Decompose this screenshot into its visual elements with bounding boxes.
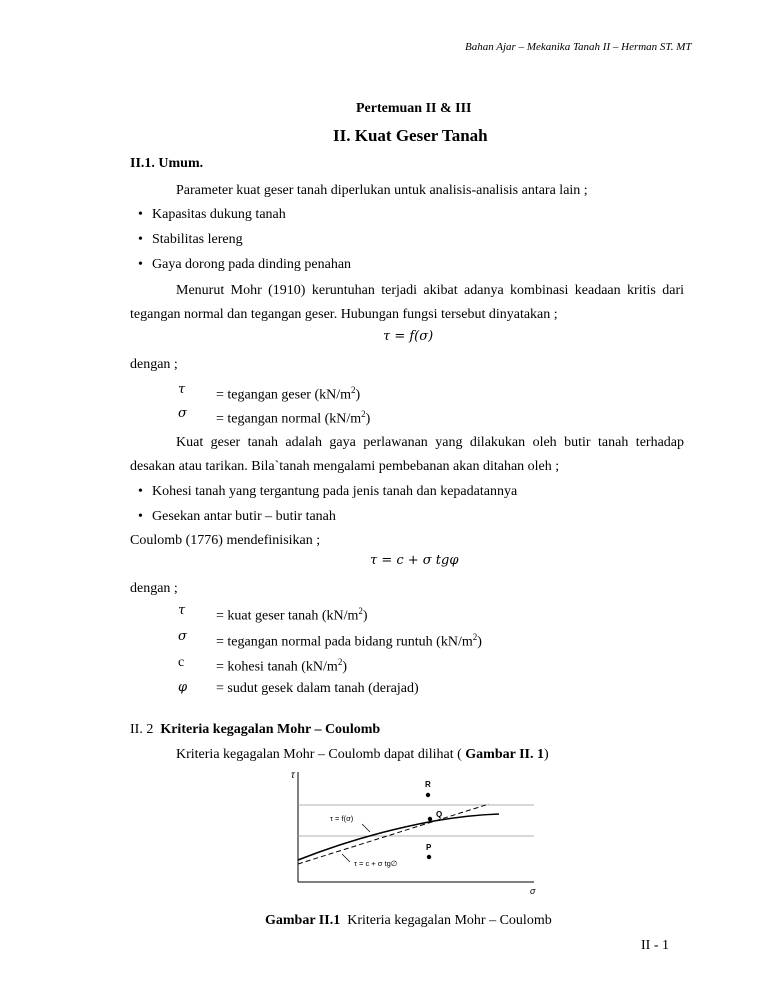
chapter-title: II. Kuat Geser Tanah: [333, 126, 488, 145]
symbol-sigma: σ: [178, 406, 187, 421]
bullet-item: • Gesekan antar butir – butir tanah: [152, 508, 336, 525]
point-p: [427, 855, 431, 859]
section-heading-1: II.1. Umum.: [130, 156, 204, 171]
curve-label-leader: [362, 824, 370, 832]
kuat-geser-line-1: Kuat geser tanah adalah gaya perlawanan yang dilakukan oleh butir tanah terhadap: [176, 435, 684, 450]
dengan-label: dengan ;: [130, 581, 178, 596]
coulomb-line: Coulomb (1776) mendefinisikan ;: [130, 533, 321, 548]
mohr-paragraph-line-1: Menurut Mohr (1910) keruntuhan terjadi akibat adanya kombinasi keadaan kritis dari: [176, 283, 684, 298]
bullet-item: • Stabilitas lereng: [152, 231, 243, 248]
line-label: τ = c + σ tg∅: [354, 859, 398, 868]
formula-mohr: τ = f(σ): [383, 329, 434, 344]
definition-text: = tegangan geser $(kN/m^2)$: [216, 385, 361, 403]
x-axis-label: σ: [530, 886, 536, 896]
bullet-item: • Kohesi tanah yang tergantung pada jenis tanah dan kepadatannya: [152, 483, 517, 500]
kuat-geser-line-2: desakan atau tarikan. Bila`tanah mengalami pembebanan akan ditahan oleh ;: [130, 459, 560, 474]
formula-coulomb: τ = c + σ tgφ: [370, 553, 459, 568]
point-p-label: P: [426, 843, 432, 852]
bullet-item: • Kapasitas dukung tanah: [152, 206, 286, 223]
point-r: [426, 793, 430, 797]
mohr-paragraph-line-2: tegangan normal dan tegangan geser. Hubungan fungsi tersebut dinyatakan ;: [130, 307, 558, 322]
point-r-label: R: [425, 780, 431, 789]
coulomb-line: [298, 804, 489, 864]
definition-text: = tegangan normal pada bidang runtuh $(kN/m^2)$: [216, 632, 482, 650]
point-q: [428, 817, 432, 821]
y-axis-label: τ: [291, 770, 295, 781]
dengan-label: dengan ;: [130, 357, 178, 372]
definition-text: = kuat geser tanah $(kN/m^2)$: [216, 606, 368, 624]
symbol-phi: φ: [178, 680, 188, 695]
intro-paragraph: Parameter kuat geser tanah diperlukan untuk analisis-analisis antara lain ;: [176, 183, 588, 198]
definition-text: = tegangan normal $(kN/m^2)$: [216, 409, 371, 427]
failure-envelope-curve: [298, 814, 499, 860]
point-q-label: Q: [436, 810, 443, 819]
figure-caption: Gambar II.1 Kriteria kegagalan Mohr – Coulomb: [265, 913, 552, 928]
symbol-c: c: [178, 655, 185, 670]
line-label-leader: [342, 854, 350, 862]
definition-text: = sudut gesek dalam tanah (derajad): [216, 681, 419, 696]
running-header: Bahan Ajar – Mekanika Tanah II – Herman ST. MT: [465, 41, 692, 53]
figure-reference-line: Kriteria kegagalan Mohr – Coulomb dapat dilihat ( Gambar II. 1): [176, 747, 549, 762]
symbol-sigma: σ: [178, 629, 187, 644]
section-heading-2: II. 2 Kriteria kegagalan Mohr – Coulomb: [130, 722, 381, 737]
definition-text: = kohesi tanah $(kN/m^2)$: [216, 657, 347, 675]
bullet-item: • Gaya dorong pada dinding penahan: [152, 256, 351, 273]
meeting-label: Pertemuan II & III: [356, 101, 472, 116]
symbol-tau: τ: [178, 603, 186, 618]
mohr-coulomb-figure: [284, 768, 542, 896]
curve-label: τ = f(σ): [330, 814, 354, 823]
symbol-tau: τ: [178, 382, 186, 397]
page-number: II - 1: [641, 938, 669, 953]
